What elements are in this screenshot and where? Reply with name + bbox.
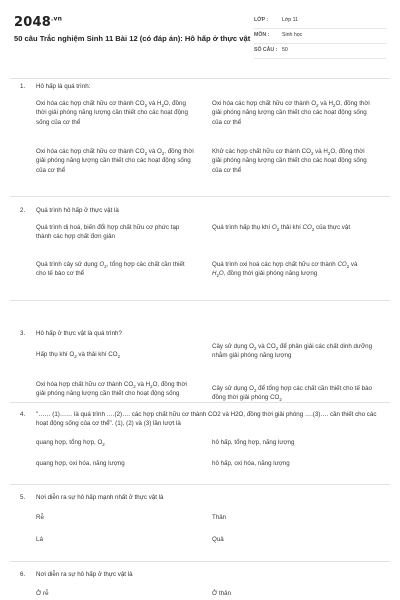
meta-value: 50: [282, 47, 288, 53]
header-divider: [10, 78, 390, 79]
question-number: 6.: [20, 571, 26, 578]
meta-value: Sinh học: [282, 32, 303, 38]
option[interactable]: Ở rễ: [36, 590, 49, 597]
question-4: [20, 410, 380, 476]
question-text: Nơi diễn ra sự hô hấp ở thực vật là: [36, 571, 133, 578]
question-divider: [10, 561, 390, 562]
meta-row-socau: [254, 44, 386, 59]
option[interactable]: Cây sử dụng $O_2$ để tổng hợp các chất cần thiết cho tế bào đồng thời giải phóng $CO_2$: [212, 385, 372, 403]
question-text: "…… (1)…… là quá trình ….(2)…. các hợp chất hữu cơ thành CO2 và H2O, đồng thời giải phóng ….(3)…. cần thiết cho các hoạt động sống của cơ thể". (1), (2) và (3) lần lượt là: [36, 411, 377, 427]
question-header: [20, 493, 380, 502]
question-header: [20, 410, 380, 428]
question-text: Hô hấp ở thực vật là quá trình?: [36, 330, 122, 337]
options: [36, 99, 380, 187]
meta-row-mon: [254, 29, 386, 44]
question-header: [20, 82, 380, 91]
option[interactable]: quang hợp, oxi hóa, năng lượng: [36, 460, 125, 467]
question-2: [20, 206, 380, 293]
question-text: Hô hấp là quá trình:: [36, 83, 91, 90]
option[interactable]: Lá: [36, 536, 43, 543]
option[interactable]: Quá trình hấp thụ khí $O_2$ thải khí $CO_2$ của thực vật: [212, 224, 351, 233]
option[interactable]: hô hấp, tổng hợp, năng lượng: [212, 439, 295, 446]
meta-row-lop: [254, 14, 386, 29]
option[interactable]: Cây sử dụng $O_2$ và $CO_2$ để phân giải các chất dinh dưỡng nhằm giải phóng năng lượng: [212, 343, 373, 360]
question-number: 3.: [20, 330, 26, 337]
question-number: 2.: [20, 207, 26, 214]
question-divider: [10, 300, 390, 301]
option[interactable]: quang hợp, tổng hợp, $O_2$: [36, 439, 105, 448]
option[interactable]: Khử các hợp chất hữu cơ thành $CO_2$ và $H_2O$, đồng thời giải phóng năng lượng cần thiết cho các hoạt động sống của cơ thể: [212, 148, 367, 174]
option[interactable]: Ở thân: [212, 590, 232, 597]
document-meta: [254, 14, 386, 59]
question-header: [20, 206, 380, 215]
logo-text: 2048: [14, 15, 51, 30]
question-6: [20, 570, 380, 599]
question-number: 5.: [20, 494, 26, 501]
option[interactable]: Quá trình oxi hoá các hợp chất hữu cơ thành $CO_2$ và $H_2O$, đồng thời giải phóng năng lượng: [212, 261, 358, 279]
options: [36, 223, 380, 293]
option[interactable]: Quá trình dị hoá, biến đổi hợp chất hữu cơ phức tạp thành các hợp chất đơn giản: [36, 224, 180, 241]
option[interactable]: Hấp thụ khí $O_2$ và thải khí $CO_2$: [36, 351, 121, 360]
question-1: [20, 82, 380, 187]
document-title: 50 câu Trắc nghiệm Sinh 11 Bài 12 (có đáp án): Hô hấp ở thực vật: [14, 34, 251, 43]
options: [36, 510, 380, 550]
question-number: 1.: [20, 83, 26, 90]
meta-label: LỚP :: [254, 17, 269, 23]
document-header: [0, 0, 400, 80]
question-3: [20, 329, 380, 420]
question-divider: [10, 196, 390, 197]
question-header: [20, 329, 380, 338]
option[interactable]: Oxi hóa các hợp chất hữu cơ thành $CO_2$ và $H_2O$, đồng thời giải phóng năng lượng cần thiết cho các hoạt động sống của cơ thể: [36, 100, 188, 126]
logo-suffix: .vn: [50, 15, 63, 23]
options: [36, 587, 380, 599]
question-header: [20, 570, 380, 579]
options: [36, 343, 380, 420]
option[interactable]: Quá trình cây sử dụng $O_2$, tổng hợp các chất cần thiết cho tế bào cơ thể: [36, 261, 185, 278]
meta-value: Lớp 11: [282, 17, 298, 23]
site-logo[interactable]: [14, 15, 62, 30]
option[interactable]: Thân: [212, 514, 227, 521]
question-text: Nơi diễn ra sự hô hấp mạnh nhất ở thực vật là: [36, 494, 164, 501]
meta-label: MÔN :: [254, 32, 270, 38]
question-divider: [10, 402, 390, 403]
option[interactable]: Rễ: [36, 514, 44, 521]
meta-label: SỐ CÂU :: [254, 47, 278, 53]
question-divider: [10, 484, 390, 485]
option[interactable]: Oxi hóa hợp chất hữu cơ thành $CO_2$ và $H_2O$, đồng thời giải phóng năng lượng cần thiết cho hoạt động sống: [36, 381, 187, 398]
option[interactable]: hô hấp, oxi hóa, năng lượng: [212, 460, 290, 467]
option[interactable]: Quả: [212, 536, 224, 543]
option[interactable]: Oxi hóa các hợp chất hữu cơ thành $CO_2$ và $O_2$, đồng thời giải phóng năng lượng cần thiết cho các hoạt động sống của cơ thể: [36, 148, 194, 174]
question-number: 4.: [20, 411, 26, 418]
option[interactable]: Oxi hóa các hợp chất hữu cơ thành $O_2$ và $H_2O$, đồng thời giải phóng năng lượng cần thiết cho các hoạt động sống của cơ thể: [212, 100, 370, 126]
question-5: [20, 493, 380, 550]
question-text: Quá trình hô hấp ở thực vật là: [36, 207, 119, 214]
options: [36, 436, 380, 476]
